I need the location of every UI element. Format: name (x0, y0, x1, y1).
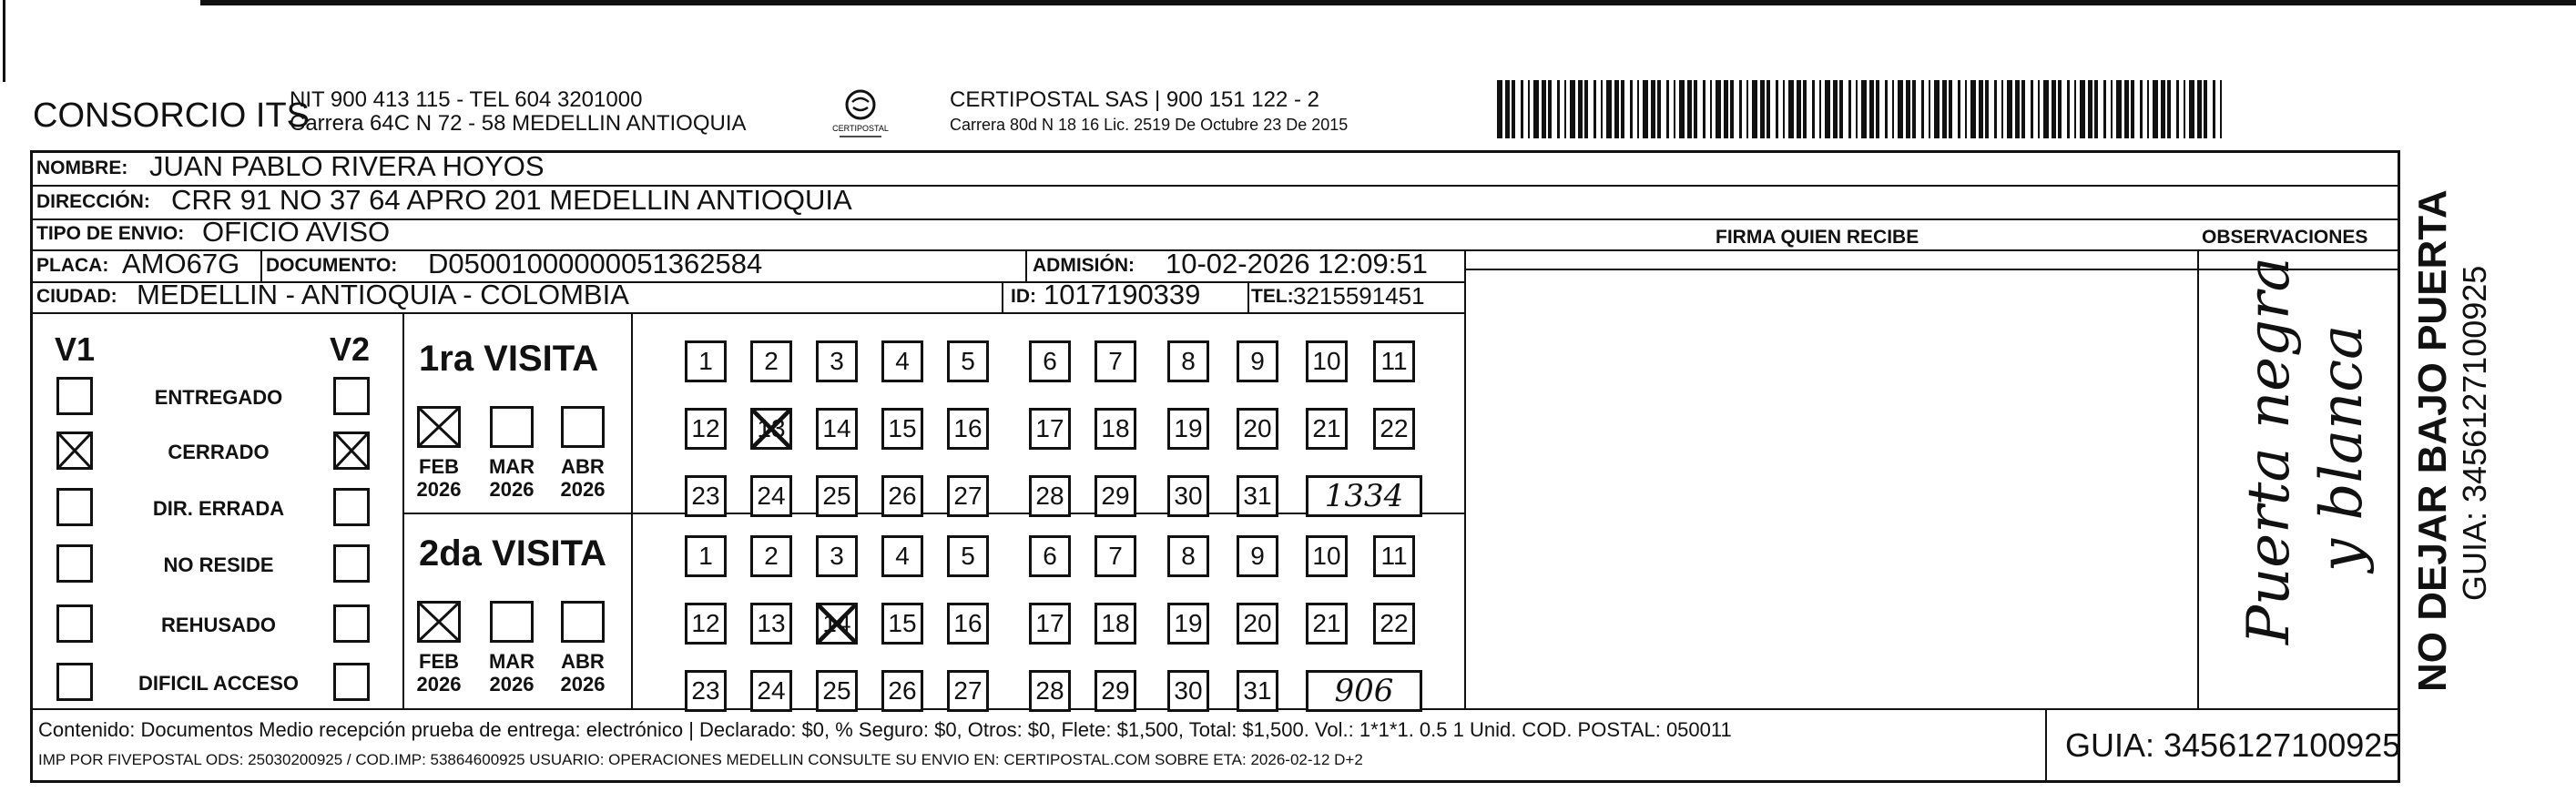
ciudad-value: MEDELLIN - ANTIOQUIA - COLOMBIA (137, 279, 629, 310)
calendar-day[interactable]: 23 (685, 475, 727, 517)
placa-value: AMO67G (122, 248, 240, 279)
barcode-bar (1578, 80, 1583, 138)
observaciones-header: OBSERVACIONES (2202, 227, 2368, 248)
handwriting-line-1: Puerta negra (2235, 257, 2303, 645)
company-name: CONSORCIO ITS (33, 96, 311, 135)
calendar-day[interactable]: 20 (1237, 408, 1278, 450)
calendar-day[interactable]: 7 (1095, 340, 1136, 382)
v1-checkbox[interactable] (56, 377, 93, 415)
barcode-bar (1825, 80, 1830, 138)
barcode-bar (1637, 80, 1639, 138)
barcode-bar (2067, 80, 2070, 138)
month-name: MAR (488, 650, 535, 673)
company-address: Carrera 64C N 72 - 58 MEDELLIN ANTIOQUIA (290, 111, 747, 136)
side-guia: GUIA: 3456127100925 (2456, 265, 2493, 601)
placa-label: PLACA: (36, 255, 109, 276)
nombre-label: NOMBRE: (36, 157, 128, 178)
barcode-bar (1861, 80, 1867, 138)
barcode-bar (1819, 80, 1821, 138)
barcode-bar (1730, 80, 1734, 138)
ciudad-label: CIUDAD: (36, 286, 117, 307)
no-dejar-bajo-puerta: NO DEJAR BAJO PUERTA (2410, 189, 2455, 692)
barcode-bar (2213, 80, 2215, 138)
status-label: DIFICIL ACCESO (137, 672, 299, 695)
calendar-day[interactable]: 27 (947, 475, 989, 517)
barcode-bar (2167, 80, 2171, 138)
barcode-bar (2080, 80, 2085, 138)
barcode-bar (2021, 80, 2025, 138)
calendar-day[interactable]: 17 (1029, 603, 1071, 645)
handwritten-time: 906 (1306, 670, 1422, 712)
month-label (483, 650, 541, 696)
barcode-bar (1570, 80, 1575, 138)
month-name: ABR (561, 455, 605, 478)
admision-value: 10-02-2026 12:09:51 (1166, 248, 1428, 279)
barcode-bar (2147, 80, 2149, 138)
barcode-bar (1892, 80, 1894, 138)
barcode-bar (1512, 80, 1515, 138)
barcode-bar (2189, 80, 2194, 138)
v1-checkbox[interactable] (56, 544, 93, 583)
month-name: ABR (561, 650, 605, 673)
barcode-bar (2197, 80, 2202, 138)
month-year: 2026 (489, 673, 535, 696)
barcode-bar (1833, 80, 1838, 138)
visit-2-title: 2da VISITA (419, 533, 606, 574)
calendar-day[interactable]: 30 (1167, 670, 1209, 712)
month-year: 2026 (489, 478, 535, 502)
v2-checkbox[interactable] (333, 604, 370, 643)
month-year: 2026 (560, 673, 606, 696)
calendar-day[interactable]: 10 (1306, 340, 1348, 382)
calendar-day[interactable]: 22 (1373, 408, 1415, 450)
calendar-day[interactable]: 3 (816, 340, 858, 382)
barcode-bar (1621, 80, 1624, 138)
logo-text: CERTIPOSTAL (832, 124, 889, 133)
month-year: 2026 (560, 478, 606, 502)
barcode-bar (1505, 80, 1510, 138)
barcode-bar (1760, 80, 1765, 138)
calendar-day[interactable]: 19 (1167, 603, 1209, 645)
barcode-bar (1601, 80, 1603, 138)
barcode-bar (1788, 80, 1794, 138)
barcode-bar (1542, 80, 1546, 138)
barcode-bar (2038, 80, 2040, 138)
barcode (1497, 80, 2227, 138)
barcode-bar (1942, 80, 1947, 138)
barcode-bar (1593, 80, 1596, 138)
barcode-bar (1949, 80, 1952, 138)
barcode-bar (2094, 80, 2098, 138)
month-label (410, 650, 468, 696)
barcode-bar (2124, 80, 2129, 138)
calendar-day[interactable]: 20 (1237, 603, 1278, 645)
documento-label: DOCUMENTO: (266, 255, 398, 276)
barcode-bar (2204, 80, 2207, 138)
barcode-bar (1666, 80, 1669, 138)
calendar-day[interactable]: 7 (1095, 535, 1136, 577)
handwritten-time: 1334 (1306, 475, 1422, 517)
calendar-day[interactable]: 24 (750, 670, 792, 712)
v2-checkbox[interactable] (333, 544, 370, 583)
documento-value: D05001000000051362584 (428, 248, 763, 279)
barcode-bar (1803, 80, 1807, 138)
barcode-bar (2015, 80, 2020, 138)
left-corner-mark (0, 0, 5, 82)
barcode-bar (1985, 80, 1989, 138)
v2-checkbox[interactable] (333, 488, 370, 526)
barcode-bar (1869, 80, 1874, 138)
barcode-bar (2111, 80, 2113, 138)
direccion-value: CRR 91 NO 37 64 APRO 201 MEDELLIN ANTIOQUIA (171, 184, 852, 216)
certipostal-line: CERTIPOSTAL SAS | 900 151 122 - 2 (950, 87, 1319, 112)
calendar-day[interactable]: 16 (947, 408, 989, 450)
barcode-bar (1674, 80, 1675, 138)
barcode-bar (2153, 80, 2158, 138)
barcode-bar (1497, 80, 1502, 138)
calendar-day[interactable]: 14 (816, 603, 858, 645)
barcode-bar (1687, 80, 1692, 138)
calendar-day[interactable]: 3 (816, 535, 858, 577)
calendar-day[interactable]: 27 (947, 670, 989, 712)
calendar-day[interactable]: 12 (685, 603, 727, 645)
direccion-label: DIRECCIÓN: (36, 191, 150, 212)
firma-header: FIRMA QUIEN RECIBE (1716, 227, 1919, 248)
tipo-envio-label: TIPO DE ENVIO: (36, 223, 185, 244)
calendar-day[interactable]: 21 (1306, 408, 1348, 450)
calendar-day[interactable]: 25 (816, 670, 858, 712)
id-value: 1017190339 (1044, 279, 1201, 310)
barcode-bar (1521, 80, 1523, 138)
month-name: FEB (419, 455, 459, 478)
barcode-bar (1898, 80, 1903, 138)
barcode-bar (1994, 80, 1997, 138)
calendar-day[interactable]: 29 (1095, 670, 1136, 712)
calendar-day[interactable]: 11 (1373, 340, 1415, 382)
calendar-day[interactable]: 14 (816, 408, 858, 450)
barcode-bar (1614, 80, 1619, 138)
barcode-bar (1876, 80, 1879, 138)
month-label (410, 455, 468, 502)
barcode-bar (1716, 80, 1721, 138)
month-checkbox[interactable] (561, 601, 605, 643)
v1-checkbox[interactable] (56, 432, 93, 470)
calendar-day[interactable]: 18 (1095, 408, 1136, 450)
month-label (483, 455, 541, 502)
barcode-bar (1694, 80, 1697, 138)
barcode-bar (1929, 80, 1930, 138)
barcode-bar (2140, 80, 2143, 138)
barcode-bar (1548, 80, 1552, 138)
month-year: 2026 (416, 478, 462, 502)
calendar-day[interactable]: 31 (1237, 670, 1278, 712)
barcode-bar (2131, 80, 2134, 138)
barcode-bar (1934, 80, 1940, 138)
v1-checkbox[interactable] (56, 663, 93, 701)
barcode-bar (1557, 80, 1560, 138)
barcode-bar (1584, 80, 1588, 138)
month-label (554, 650, 612, 696)
status-label: REHUSADO (161, 614, 276, 636)
calendar-day[interactable]: 8 (1167, 535, 1209, 577)
status-label: DIR. ERRADA (152, 497, 285, 520)
calendar-day[interactable]: 2 (750, 535, 792, 577)
calendar-day[interactable]: 9 (1237, 535, 1278, 577)
calendar-day[interactable]: 8 (1167, 340, 1209, 382)
barcode-bar (1657, 80, 1661, 138)
barcode-bar (1965, 80, 1967, 138)
footer-contenido: Contenido: Documentos Medio recepción prueba de entrega: electrónico | Declarado: $0, % Seguro: $0, Otros: $0, Flete: $1,500, Total: $1,500. Vol.: 1*1*1. 0.5 1 Unid. COD. POSTAL: 050011 (38, 718, 1732, 741)
v2-checkbox[interactable] (333, 663, 370, 701)
calendar-day[interactable]: 28 (1029, 475, 1071, 517)
admision-label: ADMISIÓN: (1033, 255, 1135, 276)
status-label: CERRADO (168, 441, 270, 463)
month-label (554, 455, 612, 502)
company-nit: NIT 900 413 115 - TEL 604 3201000 (290, 87, 643, 112)
barcode-bar (1528, 80, 1530, 138)
calendar-day[interactable]: 17 (1029, 408, 1071, 450)
month-year: 2026 (416, 673, 462, 696)
observaciones-handwriting (2222, 244, 2386, 663)
calendar-day[interactable]: 6 (1029, 340, 1071, 382)
barcode-bar (1724, 80, 1728, 138)
barcode-bar (1643, 80, 1648, 138)
barcode-bar (1564, 80, 1566, 138)
barcode-bar (2058, 80, 2062, 138)
status-label: ENTREGADO (154, 386, 283, 409)
barcode-bar (1979, 80, 1983, 138)
calendar-day[interactable]: 24 (750, 475, 792, 517)
calendar-day[interactable]: 16 (947, 603, 989, 645)
barcode-bar (1970, 80, 1976, 138)
visit-1-title: 1ra VISITA (419, 339, 599, 379)
calendar-day[interactable]: 5 (947, 340, 989, 382)
barcode-bar (1752, 80, 1757, 138)
barcode-bar (1710, 80, 1712, 138)
v1-checkbox[interactable] (56, 488, 93, 526)
calendar-day[interactable]: 6 (1029, 535, 1071, 577)
barcode-bar (1856, 80, 1858, 138)
barcode-bar (1533, 80, 1539, 138)
calendar-day[interactable]: 19 (1167, 408, 1209, 450)
calendar-day[interactable]: 10 (1306, 535, 1348, 577)
calendar-day[interactable]: 12 (685, 408, 727, 450)
barcode-bar (1812, 80, 1815, 138)
calendar-day[interactable]: 25 (816, 475, 858, 517)
v1-header: V1 (55, 330, 96, 368)
barcode-bar (2074, 80, 2076, 138)
calendar-day[interactable]: 18 (1095, 603, 1136, 645)
barcode-bar (1703, 80, 1705, 138)
barcode-bar (1651, 80, 1655, 138)
calendar-day[interactable]: 26 (881, 475, 923, 517)
certipostal-address: Carrera 80d N 18 16 Lic. 2519 De Octubre 23 De 2015 (950, 116, 1349, 134)
barcode-bar (2043, 80, 2049, 138)
month-checkbox[interactable] (417, 601, 461, 643)
calendar-day[interactable]: 15 (881, 603, 923, 645)
footer-imp: IMP POR FIVEPOSTAL ODS: 25030200925 / COD.IMP: 53864600925 USUARIO: OPERACIONES MEDELLIN CONSULTE SU ENVIO EN: CERTIPOSTAL.COM SOBRE ETA: 2026-02-12 D+2 (38, 751, 1363, 768)
nombre-value: JUAN PABLO RIVERA HOYOS (149, 150, 545, 182)
calendar-day[interactable]: 28 (1029, 670, 1071, 712)
calendar-day[interactable]: 5 (947, 535, 989, 577)
barcode-bar (1783, 80, 1785, 138)
barcode-bar (2103, 80, 2106, 138)
calendar-day[interactable]: 31 (1237, 475, 1278, 517)
tel-label: TEL: (1251, 286, 1294, 307)
calendar-day[interactable]: 21 (1306, 603, 1348, 645)
tel-value: 3215591451 (1293, 282, 1425, 310)
barcode-bar (2031, 80, 2033, 138)
v1-checkbox[interactable] (56, 604, 93, 643)
calendar-day[interactable]: 29 (1095, 475, 1136, 517)
barcode-bar (2007, 80, 2012, 138)
barcode-bar (1767, 80, 1770, 138)
barcode-bar (2161, 80, 2165, 138)
v2-checkbox[interactable] (333, 377, 370, 415)
barcode-bar (1797, 80, 1801, 138)
calendar-day[interactable]: 4 (881, 535, 923, 577)
calendar-day[interactable]: 15 (881, 408, 923, 450)
calendar-day[interactable]: 2 (750, 340, 792, 382)
month-checkbox[interactable] (490, 406, 534, 448)
v2-header: V2 (330, 330, 371, 368)
barcode-bar (1848, 80, 1851, 138)
barcode-bar (1739, 80, 1742, 138)
barcode-bar (1921, 80, 1924, 138)
tipo-envio-value: OFICIO AVISO (202, 216, 391, 248)
calendar-day[interactable]: 26 (881, 670, 923, 712)
calendar-day[interactable]: 22 (1373, 603, 1415, 645)
calendar-day[interactable]: 9 (1237, 340, 1278, 382)
barcode-bar (2184, 80, 2185, 138)
month-name: FEB (419, 650, 459, 673)
barcode-bar (2088, 80, 2092, 138)
v2-checkbox[interactable] (333, 432, 370, 470)
barcode-bar (2220, 80, 2222, 138)
barcode-bar (2116, 80, 2122, 138)
calendar-day[interactable]: 13 (750, 603, 792, 645)
calendar-day[interactable]: 30 (1167, 475, 1209, 517)
calendar-day[interactable]: 4 (881, 340, 923, 382)
calendar-day[interactable]: 1 (685, 340, 727, 382)
barcode-bar (2176, 80, 2179, 138)
barcode-bar (1839, 80, 1843, 138)
month-checkbox[interactable] (490, 601, 534, 643)
barcode-bar (1958, 80, 1960, 138)
barcode-bar (1630, 80, 1633, 138)
calendar-day[interactable]: 11 (1373, 535, 1415, 577)
calendar-day[interactable]: 13 (750, 408, 792, 450)
calendar-day[interactable]: 23 (685, 670, 727, 712)
barcode-bar (1679, 80, 1685, 138)
barcode-bar (1746, 80, 1748, 138)
barcode-bar (2001, 80, 2003, 138)
footer-guia: GUIA: 3456127100925 (2065, 726, 2401, 764)
month-checkbox[interactable] (417, 406, 461, 448)
month-name: MAR (488, 455, 535, 478)
barcode-bar (1912, 80, 1916, 138)
certipostal-logo (829, 82, 892, 146)
calendar-day[interactable]: 1 (685, 535, 727, 577)
top-border-line (200, 0, 2576, 9)
barcode-bar (2052, 80, 2056, 138)
barcode-bar (1906, 80, 1910, 138)
month-checkbox[interactable] (561, 406, 605, 448)
handwriting-line-2: y blanca (2308, 324, 2376, 572)
barcode-bar (1606, 80, 1612, 138)
barcode-bar (1776, 80, 1778, 138)
id-label: ID: (1011, 286, 1036, 307)
status-label: NO RESIDE (163, 553, 274, 576)
barcode-bar (1885, 80, 1888, 138)
